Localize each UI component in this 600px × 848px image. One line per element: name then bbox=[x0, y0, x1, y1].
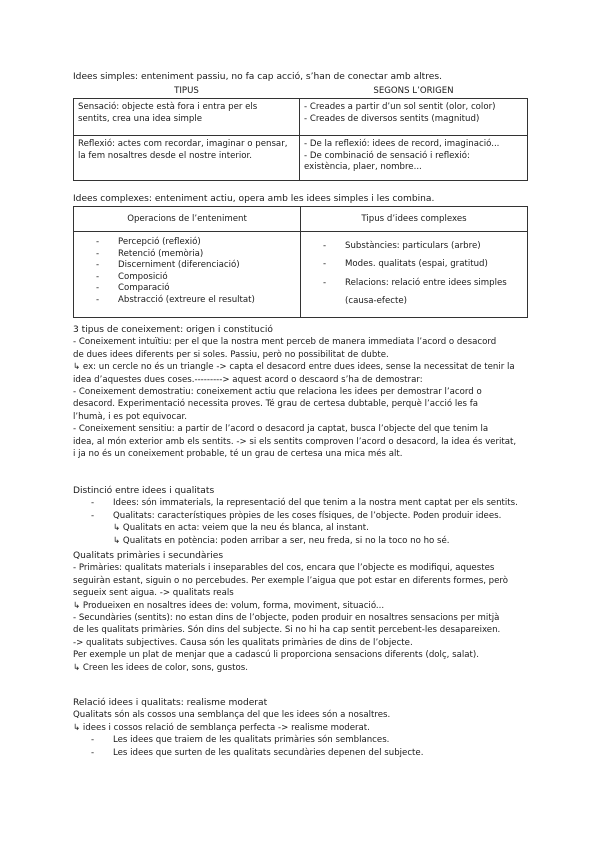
sub-item: ↳ Qualitats en potència: poden arribar a ser, neu freda, si no la toco no ho sé. bbox=[113, 535, 450, 546]
col-operacions: Operacions de l’enteniment bbox=[74, 207, 301, 232]
text-line: segueix sent aigua. -> qualitats reals bbox=[73, 588, 234, 599]
distinction-title: Distinció entre idees i qualitats bbox=[73, 486, 215, 496]
distinction-section bbox=[73, 485, 528, 547]
relation-section bbox=[73, 697, 528, 759]
cell-line: sentits, crea una idea simple bbox=[78, 113, 203, 124]
text-line: i ja no és un coneixement probable, té un grau de certesa una mica més alt. bbox=[73, 449, 403, 460]
list-item: - Comparació bbox=[96, 283, 170, 294]
text-line: - Coneixement sensitiu: a partir de l’acord o desacord ja captat, busca l’objecte del que tenim la bbox=[73, 424, 489, 435]
text-line: Per exemple un plat de menjar que a cadascú li proporciona sensacions diferents (dolç, salat). bbox=[73, 650, 479, 661]
cell-line: existència, plaer, nombre... bbox=[304, 162, 422, 172]
text-line: seguiràn estant, siguin o no percebudes. Per exemple l’aigua que pot estar en diferents formes, però bbox=[73, 575, 509, 586]
text-line: desacord. Experimentació necessita proves. Té grau de certesa dubtable, perquè l’acció les fa bbox=[73, 399, 479, 410]
text-line: - Secundàries (sentits): no estan dins de l’objecte, poden produir en nosaltres sensacions per mitjà bbox=[73, 613, 500, 624]
knowledge-section bbox=[73, 324, 528, 460]
text-line: Qualitats són als cossos una semblança del que les idees són a nosaltres. bbox=[73, 710, 391, 721]
table-row bbox=[74, 99, 528, 136]
list-item: - Percepció (reflexió) bbox=[96, 237, 201, 247]
list-item: - Qualitats: característiques pròpies de les coses físiques, de l’objecte. Poden produir idees. bbox=[91, 510, 502, 521]
text-line: ↳ idees i cossos relació de semblança perfecta -> realisme moderat. bbox=[73, 722, 370, 733]
complex-ideas-table-wrap bbox=[73, 206, 528, 318]
cell-operacions bbox=[74, 232, 301, 318]
text-line: l’humà, i es pot equivocar. bbox=[73, 411, 187, 422]
cell-sensacio-origen bbox=[300, 99, 528, 136]
cell-sensacio bbox=[74, 99, 300, 136]
text-line: ↳ Produeixen en nosaltres idees de: volum, forma, moviment, situació... bbox=[73, 600, 385, 611]
simple-ideas-table-wrap bbox=[73, 85, 528, 181]
cell-reflexio-origen bbox=[300, 136, 528, 181]
cell-line: Reflexió: actes com recordar, imaginar o pensar, bbox=[78, 139, 288, 149]
text-line: ↳ Creen les idees de color, sons, gustos. bbox=[73, 662, 248, 673]
text-line: -> qualitats subjectives. Causa són les qualitats primàries de dins de l’objecte. bbox=[73, 637, 413, 648]
list-item: - Relacions: relació entre idees simples bbox=[323, 277, 507, 288]
cell-line: - De la reflexió: idees de record, imaginació... bbox=[304, 139, 500, 149]
list-item: - Retenció (memòria) bbox=[96, 248, 204, 259]
simple-ideas-title: Idees simples: enteniment passiu, no fa cap acció, s’han de conectar amb altres. bbox=[73, 72, 443, 82]
sub-item: ↳ Qualitats en acta: veiem que la neu és blanca, al instant. bbox=[113, 523, 369, 534]
cell-reflexio bbox=[74, 136, 300, 181]
cell-line: Sensació: objecte està fora i entra per els bbox=[78, 102, 258, 112]
text-line: de dues idees diferents per si soles. Passiu, però no possibilitat de dubte. bbox=[73, 349, 389, 360]
list-item: - Modes. qualitats (espai, gratitud) bbox=[323, 259, 488, 270]
text-line: - Coneixement demostratiu: coneixement actiu que relaciona les idees per demostrar l’acord o bbox=[73, 387, 482, 398]
text-line: - Coneixement intuïtiu: per el que la nostra ment perceb de manera immediata l’acord o desacord bbox=[73, 337, 497, 348]
list-item: - Composició bbox=[96, 271, 168, 282]
list-item: - Abstracció (extreure el resultat) bbox=[96, 294, 255, 305]
table-header-row bbox=[74, 85, 528, 99]
col-tipus-complexes: Tipus d’idees complexes bbox=[301, 207, 528, 232]
list-item-continuation: (causa-efecte) bbox=[345, 296, 407, 307]
cell-line: - Creades a partir d’un sol sentit (olor, color) bbox=[304, 102, 496, 112]
cell-tipus bbox=[301, 232, 528, 318]
text-line: ↳ ex: un cercle no és un triangle -> capta el desacord entre dues idees, sense la necessitat de tenir la bbox=[73, 362, 515, 373]
complex-ideas-table bbox=[73, 206, 528, 318]
text-line: idea, al món exterior amb els sentits. -> si els sentits comproven l’acord o desacord, la idea és veritat, bbox=[73, 436, 517, 447]
cell-line: - Creades de diversos sentits (magnitud) bbox=[304, 113, 480, 124]
qualities-title: Qualitats primàries i secundàries bbox=[73, 551, 224, 561]
col-origen: SEGONS L’ORIGEN bbox=[373, 86, 454, 96]
table-row bbox=[74, 232, 528, 318]
list-item: - Substàncies: particulars (arbre) bbox=[323, 241, 481, 251]
text-line: - Primàries: qualitats materials i inseparables del cos, encara que l’objecte es modifiqui, aquestes bbox=[73, 563, 495, 574]
cell-line: la fem nosaltres desde el nostre interior. bbox=[78, 150, 253, 161]
relation-title: Relació idees i qualitats: realisme moderat bbox=[73, 698, 268, 708]
complex-ideas-title: Idees complexes: enteniment actiu, opera amb les idees simples i les combina. bbox=[73, 194, 435, 204]
list-item: - Idees: són immaterials, la representació del que tenim a la nostra ment captat per els sentits. bbox=[91, 498, 518, 509]
cell-line: - De combinació de sensació i reflexió: bbox=[304, 150, 470, 161]
table-row bbox=[74, 136, 528, 181]
text-line: idea d’aquestes dues coses.---------> aquest acord o descaord s’ha de demostrar: bbox=[73, 374, 423, 385]
text-line: de les qualitats primàries. Són dins del subjecte. Si no hi ha cap sentit percebent-les desapareixen. bbox=[73, 625, 501, 636]
list-item: - Discerniment (diferenciació) bbox=[96, 260, 240, 271]
qualities-section bbox=[73, 550, 528, 674]
table-header-row bbox=[74, 207, 528, 232]
col-tipus: TIPUS bbox=[174, 86, 199, 96]
knowledge-title: 3 tipus de coneixement: origen i constitució bbox=[73, 325, 273, 335]
list-item: - Les idees que surten de les qualitats secundàries depenen del subjecte. bbox=[91, 747, 424, 758]
simple-ideas-table bbox=[73, 85, 528, 181]
list-item: - Les idees que traiem de les qualitats primàries són semblances. bbox=[91, 735, 390, 746]
